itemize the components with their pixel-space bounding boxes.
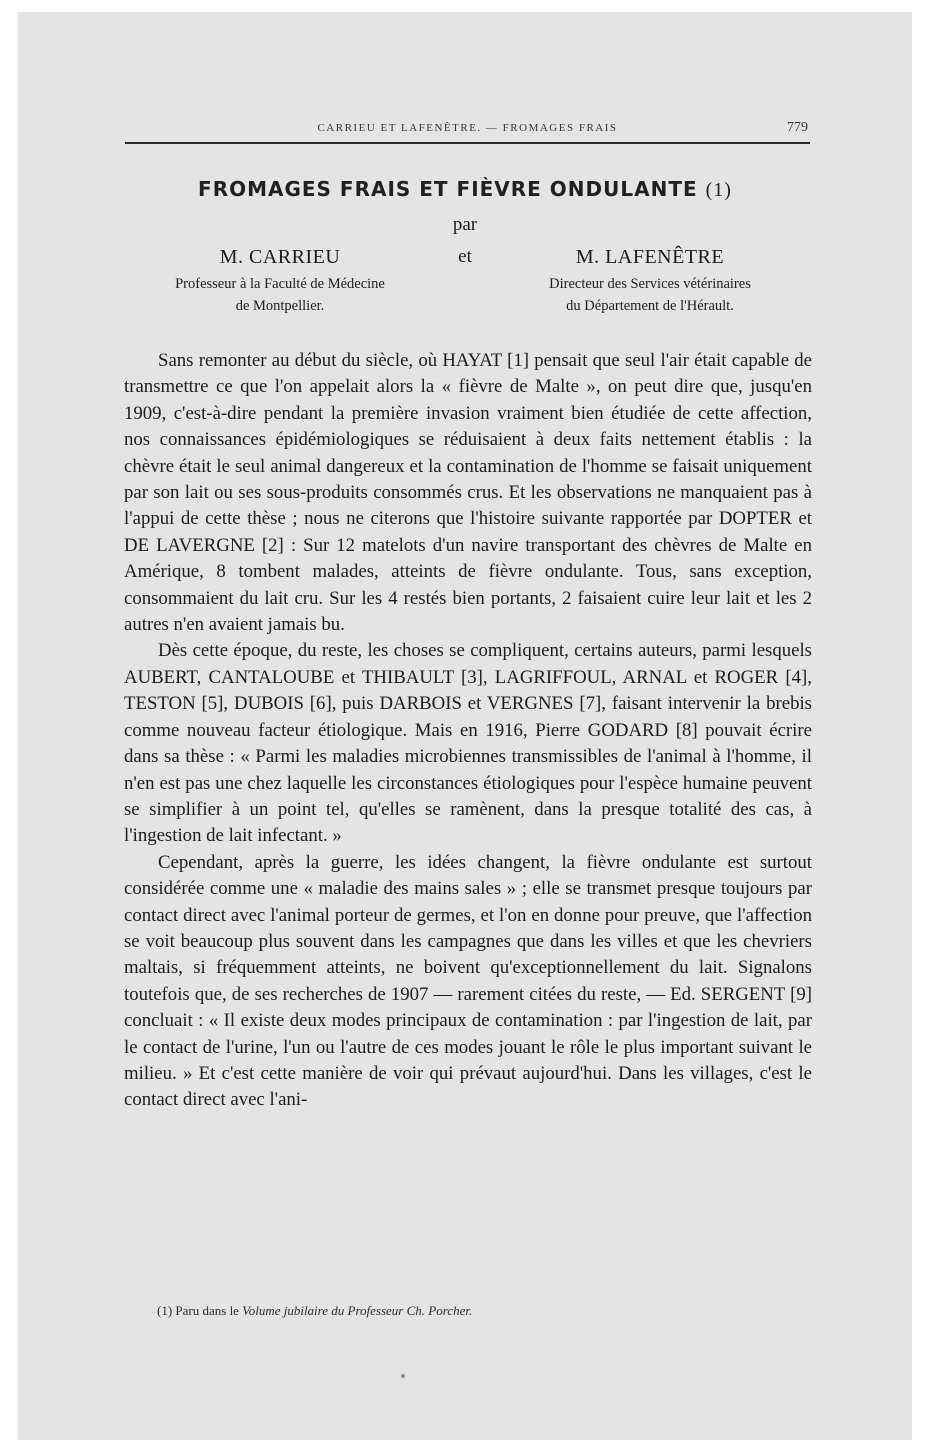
article-body xyxy=(124,348,812,1114)
article-title-text: FROMAGES FRAIS ET FIÈVRE ONDULANTE xyxy=(198,177,698,201)
authors-block xyxy=(120,246,810,326)
byline-et: et xyxy=(458,246,472,267)
author-name: M. CARRIEU xyxy=(219,246,341,268)
affiliation-line: de Montpellier. xyxy=(235,298,325,314)
affiliation-line: Professeur à la Faculté de Médecine xyxy=(175,276,385,292)
affiliation-line: du Département de l'Hérault. xyxy=(566,298,734,314)
byline-par: par xyxy=(452,214,478,235)
author-lafenetre xyxy=(490,246,810,317)
author-affiliation xyxy=(120,273,440,317)
title-footnote-marker: (1) xyxy=(705,179,732,201)
page-number: 779 xyxy=(787,120,808,135)
footnote-italic: Volume jubilaire du Professeur Ch. Porcher. xyxy=(242,1303,473,1318)
footnote-text: (1) Paru dans le xyxy=(157,1303,239,1318)
affiliation-line: Directeur des Services vétérinaires xyxy=(549,276,751,292)
article-title xyxy=(120,177,810,202)
paper-speck xyxy=(401,1374,405,1378)
running-head-title: CARRIEU ET LAFENÊTRE. — FROMAGES FRAIS xyxy=(317,122,618,134)
paragraph: Dès cette époque, du reste, les choses se compliquent, certains auteurs, parmi lesquels AUBERT, CANTALOUBE et THIBAULT [3], LAGRIFFOUL, ARNAL et ROGER [4], TESTON [5], DUBOIS [6], puis DARBOIS et VERGNES [7], faisant intervenir la brebis comme nouveau facteur étiologique. Mais en 1916, Pierre GODARD [8] pouvait écrire dans sa thèse : « Parmi les maladies microbiennes transmissibles de l'animal à l'homme, il n'en est pas une chez laquelle les circonstances étiologiques pour l'espèce humaine peuvent se simplifier à un point tel, qu'elles se ramènent, dans la presque totalité des cas, à l'ingestion de lait infectant. » xyxy=(124,640,812,847)
author-name: M. LAFENÊTRE xyxy=(575,246,725,268)
footnote xyxy=(157,1303,807,1319)
paragraph: Sans remonter au début du siècle, où HAYAT [1] pensait que seul l'air était capable de transmettre ce que l'on appelait alors la « fièvre de Malte », on peut dire que, jusqu'en 1909, c'est-à-dire pendant la première invasion vraiment bien étudiée de cette affection, nos connaissances épidémiologiques se réduisaient à deux faits nettement établis : la chèvre était le seul animal dangereux et la contamination de l'homme se faisait uniquement par son lait ou ses sous-produits consommés crus. Et les observations ne manquaient pas à l'appui de cette thèse ; nous ne citerons que l'histoire suivante rapportée par DOPTER et DE LAVERGNE [2] : Sur 12 matelots d'un navire transportant des chèvres de Malte en Amérique, 8 tombent malades, atteints de fièvre ondulante. Tous, sans exception, consommaient du lait cru. Sur les 4 restés bien portants, 2 faisaient cuire leur lait et les 2 autres n'en avaient jamais bu. xyxy=(124,350,812,636)
running-head xyxy=(125,120,810,144)
author-carrieu xyxy=(120,246,440,317)
paragraph: Cependant, après la guerre, les idées changent, la fièvre ondulante est surtout considérée comme une « maladie des mains sales » ; elle se transmet presque toujours par contact direct avec l'animal porteur de germes, et l'on en donne pour preuve, que l'affection se voit beaucoup plus souvent dans les campagnes que dans les villes et que les chevriers maltais, si fréquemment atteints, ne boivent qu'exceptionnellement du lait. Signalons toutefois que, de ses recherches de 1907 — rarement citées du reste, — Ed. SERGENT [9] concluait : « Il existe deux modes principaux de contamination : par l'ingestion de lait, par le contact de l'urine, l'un ou l'autre de ces modes jouant le rôle le plus important suivant le milieu. » Et c'est cette manière de voir qui prévaut aujourd'hui. Dans les villages, c'est le contact direct avec l'ani- xyxy=(124,851,812,1111)
author-affiliation xyxy=(490,273,810,317)
